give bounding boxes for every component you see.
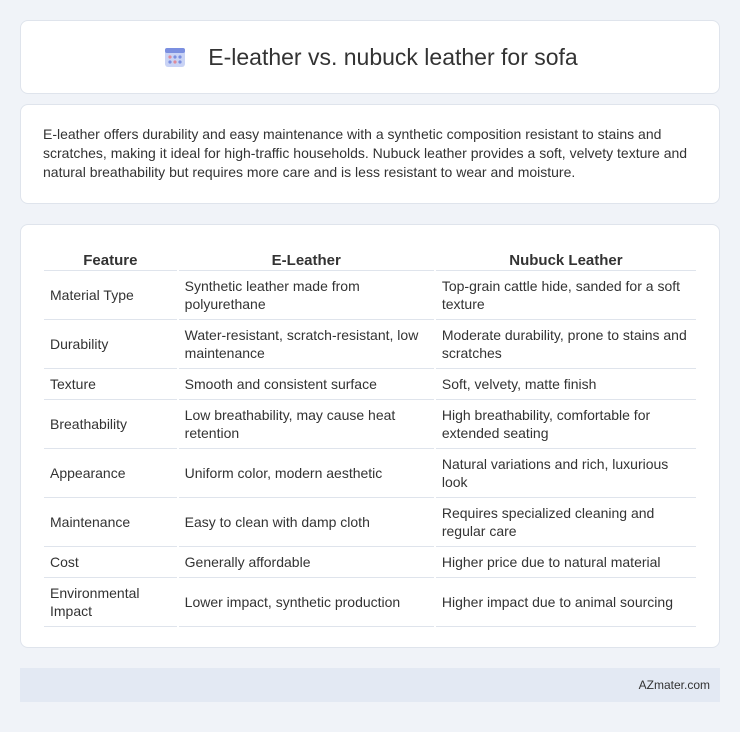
e-leather-cell: Smooth and consistent surface [179, 369, 434, 400]
table-header-row [44, 245, 696, 271]
page-title: E-leather vs. nubuck leather for sofa [208, 43, 578, 70]
nubuck-cell: Requires specialized cleaning and regular care [436, 498, 696, 547]
nubuck-cell: Moderate durability, prone to stains and scratches [436, 320, 696, 369]
feature-cell: Cost [44, 547, 177, 578]
table-row [44, 449, 696, 498]
table-row [44, 498, 696, 547]
feature-cell: Appearance [44, 449, 177, 498]
calendar-grid-icon [162, 44, 188, 70]
nubuck-cell: Soft, velvety, matte finish [436, 369, 696, 400]
feature-cell: Environmental Impact [44, 578, 177, 627]
comparison-card [20, 224, 720, 648]
title-card [20, 20, 720, 94]
footer [20, 668, 720, 702]
e-leather-cell: Uniform color, modern aesthetic [179, 449, 434, 498]
nubuck-cell: Higher price due to natural material [436, 547, 696, 578]
comparison-table [42, 245, 698, 627]
table-row [44, 547, 696, 578]
table-row [44, 320, 696, 369]
e-leather-cell: Water-resistant, scratch-resistant, low maintenance [179, 320, 434, 369]
table-row [44, 578, 696, 627]
nubuck-cell: Top-grain cattle hide, sanded for a soft texture [436, 271, 696, 320]
e-leather-cell: Synthetic leather made from polyurethane [179, 271, 434, 320]
nubuck-cell: Higher impact due to animal sourcing [436, 578, 696, 627]
header-feature: Feature [44, 245, 177, 271]
feature-cell: Texture [44, 369, 177, 400]
intro-card [20, 104, 720, 204]
feature-cell: Durability [44, 320, 177, 369]
table-row [44, 369, 696, 400]
nubuck-cell: Natural variations and rich, luxurious look [436, 449, 696, 498]
header-nubuck-leather: Nubuck Leather [436, 245, 696, 271]
e-leather-cell: Lower impact, synthetic production [179, 578, 434, 627]
e-leather-cell: Easy to clean with damp cloth [179, 498, 434, 547]
intro-text: E-leather offers durability and easy maintenance with a synthetic composition resistant to stains and scratches, making it ideal for high-traffic households. Nubuck leather provides a soft, velvety texture and natural breathability but requires more care and is less resistant to wear and moisture. [43, 126, 688, 180]
table-row [44, 400, 696, 449]
nubuck-cell: High breathability, comfortable for extended seating [436, 400, 696, 449]
e-leather-cell: Low breathability, may cause heat retention [179, 400, 434, 449]
header-e-leather: E-Leather [179, 245, 434, 271]
footer-site-link[interactable]: AZmater.com [638, 678, 710, 692]
feature-cell: Material Type [44, 271, 177, 320]
table-row [44, 271, 696, 320]
feature-cell: Maintenance [44, 498, 177, 547]
e-leather-cell: Generally affordable [179, 547, 434, 578]
feature-cell: Breathability [44, 400, 177, 449]
